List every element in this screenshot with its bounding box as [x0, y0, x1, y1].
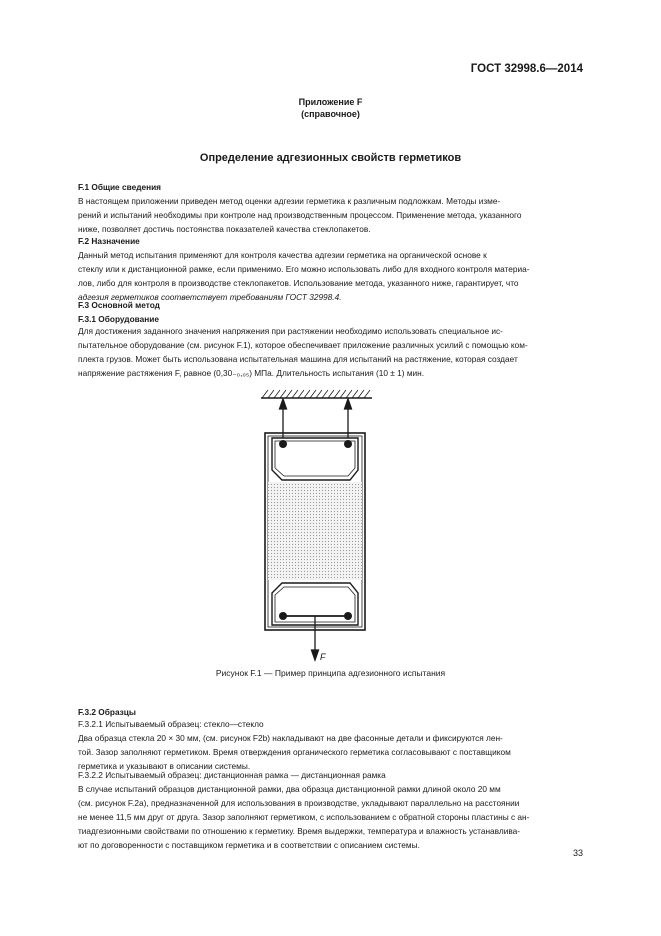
text-line: адгезия герметиков соответствует требованиям ГОСТ 32998.4.	[78, 292, 342, 302]
test-specimen	[265, 433, 365, 630]
section-f321-body	[78, 731, 583, 773]
section-f2-heading: F.2 Назначение	[78, 236, 140, 246]
appendix-type: (справочное)	[301, 109, 360, 119]
page-number: 33	[572, 848, 583, 858]
section-f322-heading: F.3.2.2 Испытываемый образец: дистанционная рамка — дистанционная рамка	[78, 770, 386, 780]
text-line: той. Зазор заполняют герметиком. Время отверждения органического герметика согласовывают с поставщиком	[78, 747, 511, 757]
section-f1-heading: F.1 Общие сведения	[78, 182, 162, 192]
section-f321-heading: F.3.2.1 Испытываемый образец: стекло—стекло	[78, 719, 264, 729]
text-line: лов, либо для контроля в производстве стеклопакетов. Использование метода, указанного ниже, гарантирует, что	[78, 278, 519, 288]
page-title: Определение адгезионных свойств герметиков	[199, 152, 462, 164]
text-line: тиадгезионными свойствами по отношению к герметику. Время выдержки, температура и влажность устанавлива-	[78, 826, 521, 836]
force-label: F	[320, 652, 326, 662]
text-line: пытательное оборудование (см. рисунок F.1), которое обеспечивает приложение различных усилий с помощью ком-	[78, 340, 528, 350]
section-f3-heading: F.3 Основной метод	[78, 300, 160, 310]
section-f322-body	[78, 782, 583, 852]
text-line: Для достижения заданного значения напряжения при растяжении необходимо использовать специальное ис-	[78, 326, 503, 336]
fixed-support	[261, 390, 372, 398]
text-line: В настоящем приложении приведен метод оценки адгезии герметика к различным подложкам. Методы изме-	[78, 196, 501, 206]
text-line: напряжение растяжения F, равное (0,30₋₀,₀₅) МПа. Длительность испытания (10 ± 1) мин.	[78, 368, 425, 378]
sealant-layer	[268, 482, 362, 580]
text-line: рений и испытаний необходимы при контроле над производственным процессом. Применение метода, указанного	[78, 210, 522, 220]
text-line: Два образца стекла 20 × 30 мм, (см. рисунок F2b) накладывают на две фасонные детали и фиксируются лен-	[78, 733, 503, 743]
text-line: не менее 11,5 мм друг от друга. Зазор заполняют герметиком, с использованием с обратной стороны пластины с ан-	[78, 812, 530, 822]
text-line: ниже, позволяет достичь постоянства показателей качества стеклопакетов.	[78, 224, 371, 234]
section-f32-heading: F.3.2 Образцы	[78, 707, 136, 717]
text-line: стеклу или к дистанционной рамке, если применимо. Его можно использовать либо для входного контроля материа-	[78, 264, 530, 274]
section-f31-heading: F.3.1 Оборудование	[78, 314, 159, 324]
text-line: (см. рисунок F.2a), предназначенной для использования в производстве, укладывают параллельно на расстоянии	[78, 798, 520, 808]
text-line: ют по договоренности с поставщиком герметика и в соответствии с описанием системы.	[78, 840, 420, 850]
text-line: плекта грузов. Может быть использована испытательная машина для испытаний на растяжение, которая создает	[78, 354, 518, 364]
upper-rods	[280, 399, 352, 444]
standard-header: ГОСТ 32998.6—2014	[470, 63, 583, 75]
text-line: Данный метод испытания применяют для контроля качества адгезии герметика на органической основе к	[78, 250, 487, 260]
text-line: герметика и указывают в описании системы.	[78, 761, 251, 771]
text-line: В случае испытаний образцов дистанционной рамки, два образца дистанционной рамки длиной около 20 мм	[78, 784, 501, 794]
appendix-label: Приложение F	[298, 97, 363, 107]
figure-caption: Рисунок F.1 — Пример принципа адгезионного испытания	[215, 668, 446, 678]
